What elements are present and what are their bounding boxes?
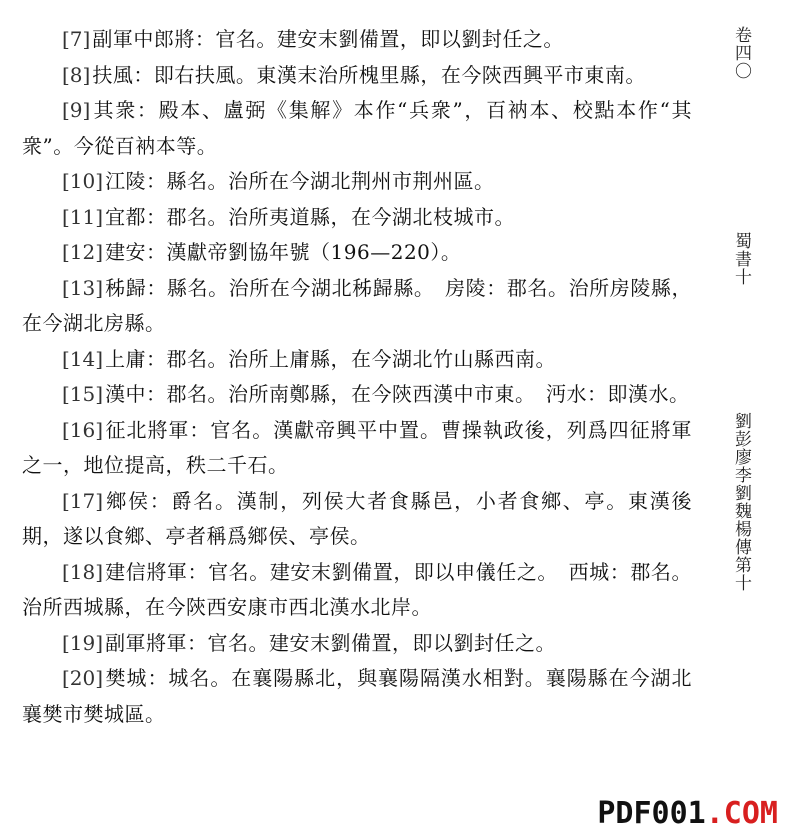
- note-number: [12]: [62, 240, 104, 264]
- note-text: 建安：漢獻帝劉協年號（196—220）。: [105, 240, 462, 264]
- note-text: 扶風：即右扶風。東漢末治所槐里縣，在今陝西興平市東南。: [92, 62, 646, 87]
- note-10: [22, 164, 692, 200]
- note-text: 樊城：城名。在襄陽縣北，與襄陽隔漢水相對。襄陽縣在今湖北襄樊市樊城區。: [22, 666, 692, 726]
- note-text: 上庸：郡名。治所上庸縣，在今湖北竹山縣西南。: [105, 346, 557, 371]
- book-label: 蜀書十: [731, 232, 751, 286]
- note-text: 宜都：郡名。治所夷道縣，在今湖北枝城市。: [105, 204, 516, 229]
- note-text: 副軍將軍：官名。建安末劉備置，即以劉封任之。: [105, 630, 557, 655]
- note-text: 征北將軍：官名。漢獻帝興平中置。曹操執政後，列爲四征將軍之一，地位提高，秩二千石。: [22, 417, 692, 477]
- note-17: [22, 484, 692, 555]
- note-number: [7]: [62, 27, 91, 51]
- watermark-logo: [597, 796, 778, 831]
- chapter-label: 劉彭廖李劉魏楊傳第十: [731, 412, 751, 592]
- note-15: [22, 377, 692, 413]
- note-12: [22, 235, 692, 271]
- watermark-main: PDF001: [597, 796, 706, 831]
- note-text: 江陵：縣名。治所在今湖北荆州市荆州區。: [105, 169, 495, 193]
- volume-label: 卷四〇: [731, 26, 751, 80]
- sidebar-chapter: [726, 412, 756, 597]
- note-19: [22, 626, 692, 662]
- note-text: 鄉侯：爵名。漢制，列侯大者食縣邑，小者食鄉、亭。東漢後期，遂以食鄉、亭者稱爲鄉侯、亭侯。: [22, 488, 692, 548]
- note-9: [22, 93, 692, 164]
- note-number: [9]: [62, 98, 91, 122]
- note-number: [16]: [62, 417, 104, 442]
- note-14: [22, 342, 692, 378]
- watermark-tld: .COM: [705, 796, 778, 831]
- note-number: [15]: [62, 382, 104, 406]
- note-text: 秭歸：縣名。治所在今湖北秭歸縣。 房陵：郡名。治所房陵縣，在今湖北房縣。: [22, 275, 692, 335]
- note-7: [22, 22, 692, 58]
- note-number: [13]: [62, 275, 104, 300]
- sidebar-book: [726, 232, 756, 291]
- note-13: [22, 271, 692, 342]
- note-8: [22, 58, 692, 94]
- note-number: [18]: [62, 559, 104, 584]
- note-text: 建信將軍：官名。建安末劉備置，即以申儀任之。 西城：郡名。治所西城縣，在今陝西安康市西北漢水北岸。: [22, 559, 692, 619]
- note-18: [22, 555, 692, 626]
- note-number: [19]: [62, 630, 104, 655]
- note-20: [22, 661, 692, 732]
- note-number: [11]: [62, 204, 104, 229]
- note-text: 漢中：郡名。治所南鄭縣，在今陝西漢中市東。 沔水：即漢水。: [105, 382, 690, 406]
- note-11: [22, 200, 692, 236]
- note-number: [14]: [62, 346, 104, 371]
- sidebar-volume: [726, 26, 756, 85]
- note-number: [17]: [62, 488, 104, 513]
- note-text: 其衆：殿本、盧弼《集解》本作“兵衆”，百衲本、校點本作“其衆”。今從百衲本等。: [22, 98, 692, 158]
- note-number: [20]: [62, 666, 104, 690]
- note-16: [22, 413, 692, 484]
- notes-list: [22, 22, 692, 732]
- note-number: [10]: [62, 169, 104, 193]
- note-text: 副軍中郎將：官名。建安末劉備置，即以劉封任之。: [92, 27, 564, 51]
- note-number: [8]: [62, 62, 91, 87]
